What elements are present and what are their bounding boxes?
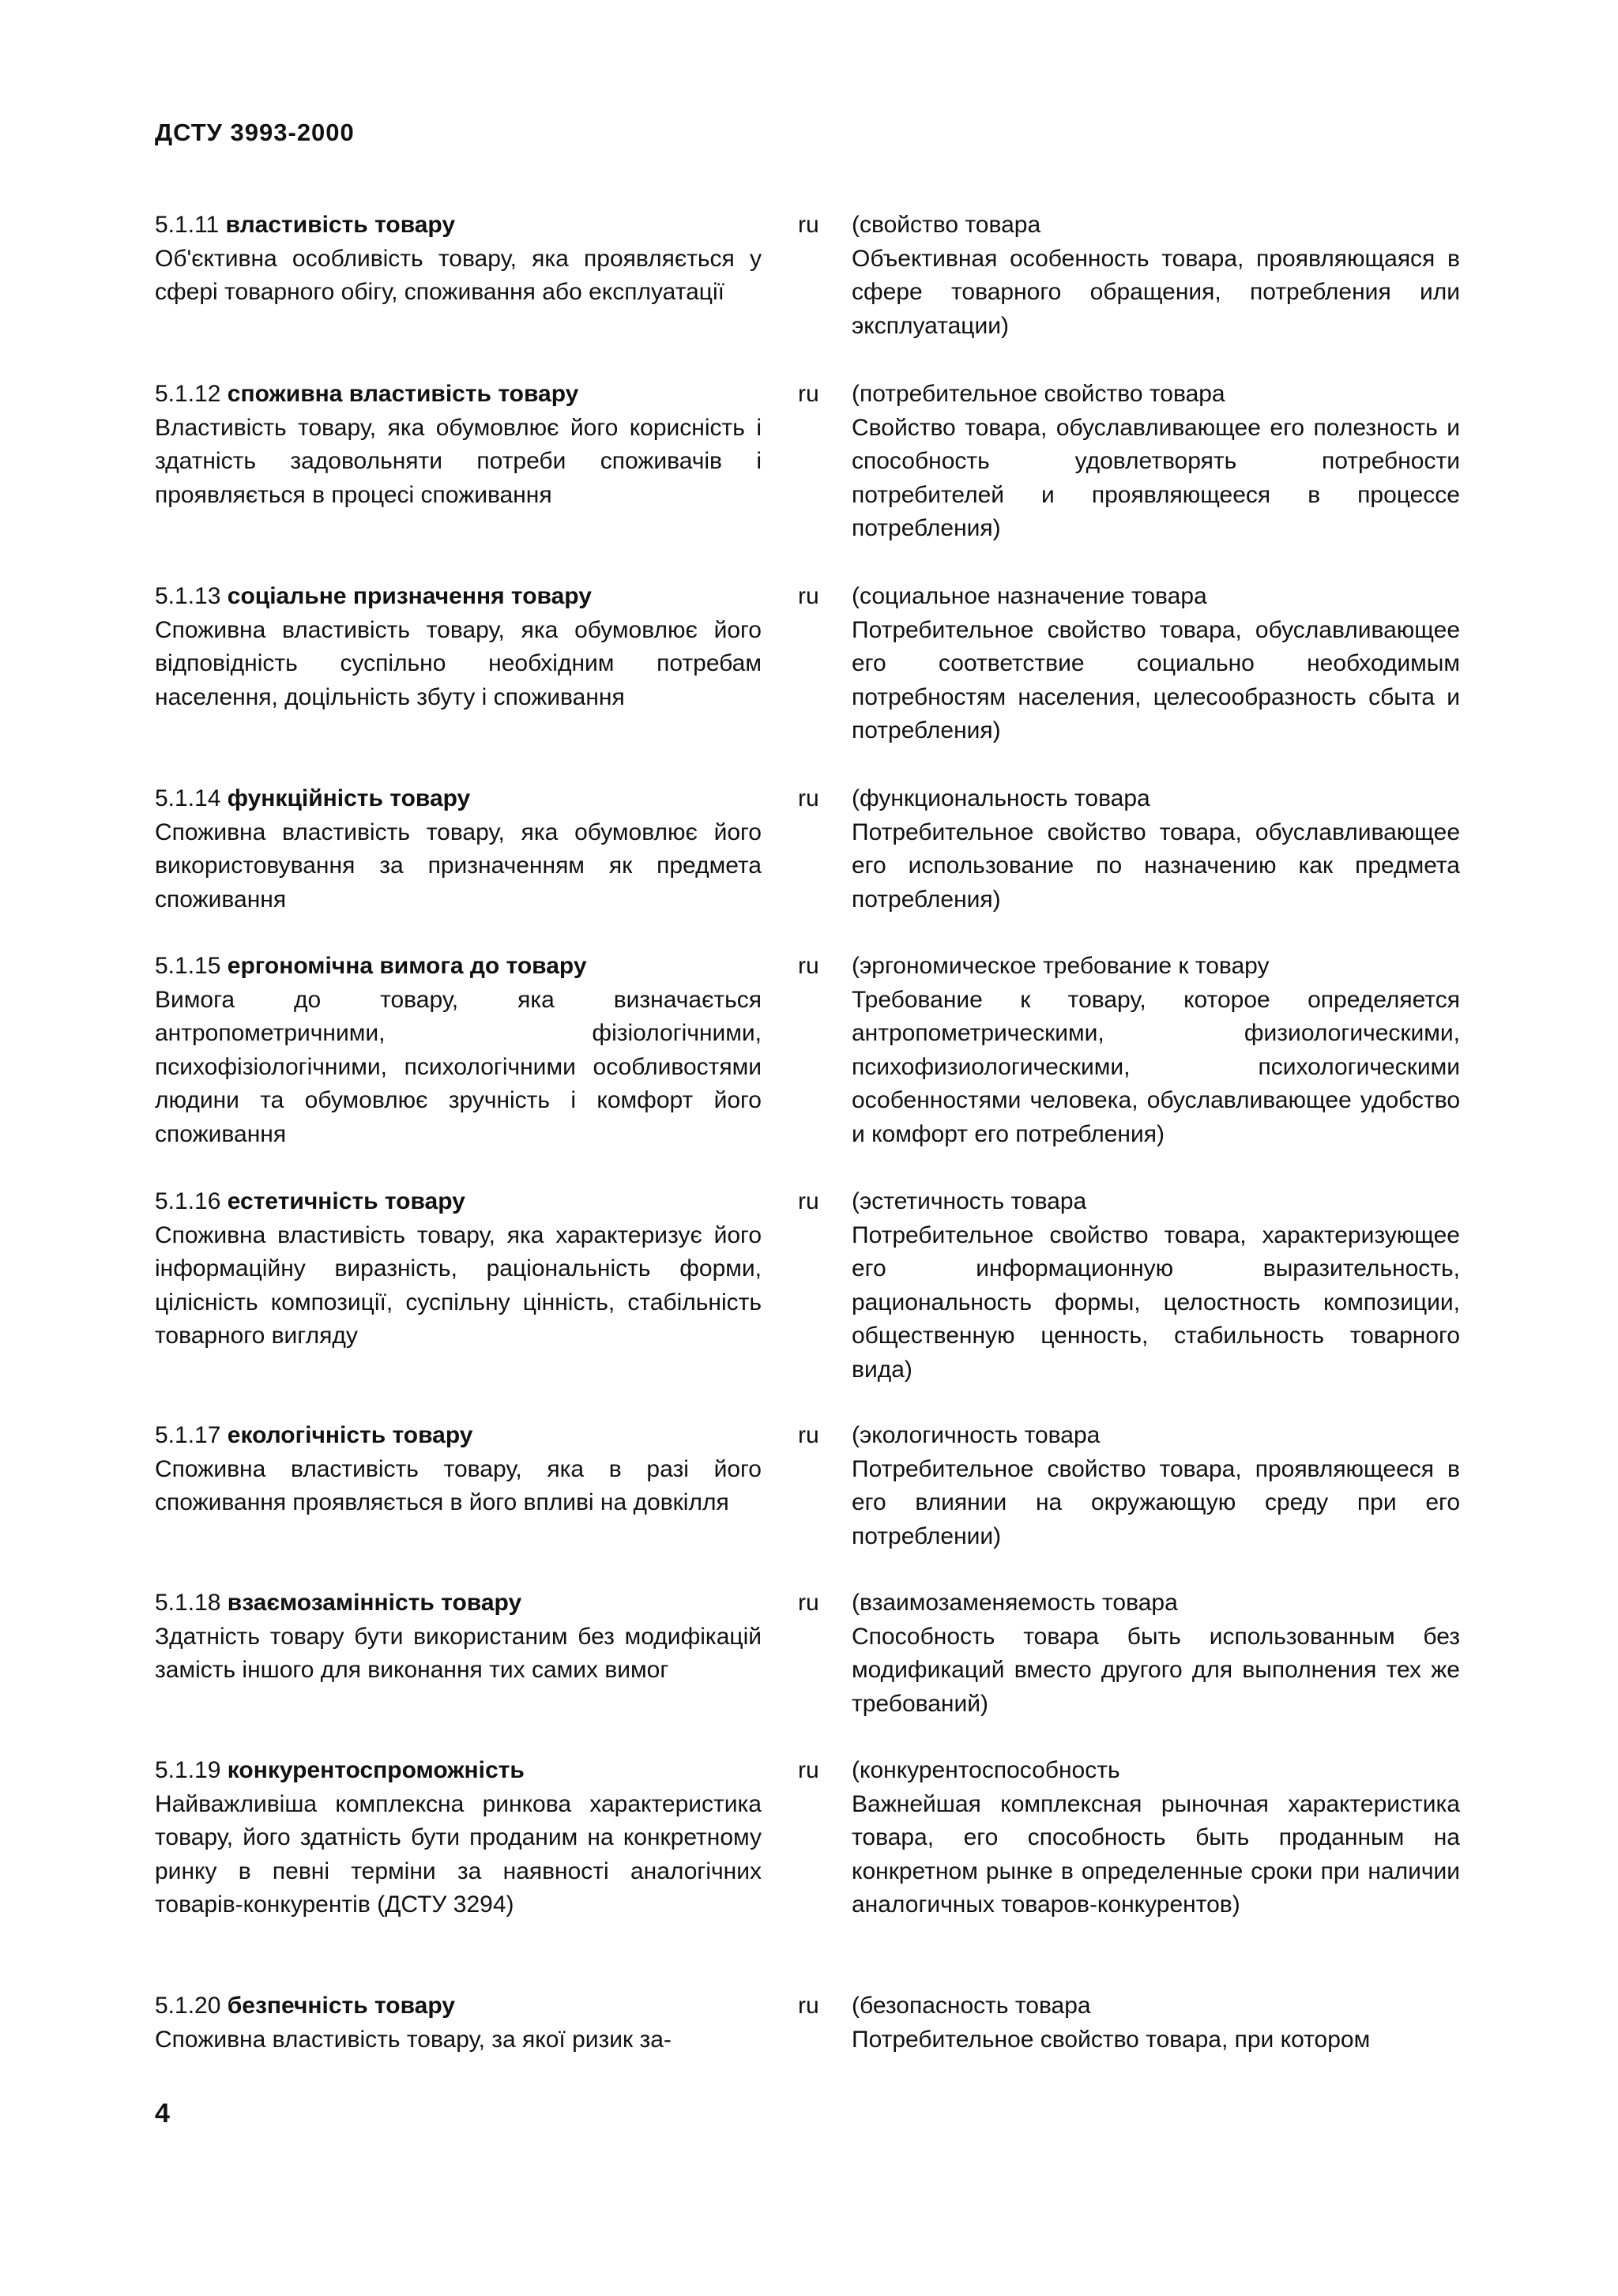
term-number: 5.1.19 [155, 1757, 221, 1783]
term-entry [155, 209, 1460, 378]
language-code: ru [798, 785, 819, 811]
uk-term-heading [155, 209, 762, 243]
term-number: 5.1.16 [155, 1188, 221, 1214]
uk-definition: Споживна властивість товару, яка в разі його споживання проявляється в його впливі на довкілля [155, 1455, 762, 1515]
language-code: ru [798, 953, 819, 979]
ukrainian-column [155, 378, 762, 512]
russian-column [852, 1989, 1460, 2057]
uk-definition: Властивість товару, яка обумовлює його корисність і здатність задовольняти потреби споживачів і проявляється в процесі споживання [155, 414, 762, 508]
russian-column [852, 782, 1460, 917]
term-entry [155, 782, 1460, 950]
language-code: ru [798, 1590, 819, 1616]
uk-term-heading [155, 580, 762, 614]
ru-term: (потребительное свойство товара [852, 381, 1225, 407]
uk-term: взаємозамінність товару [227, 1590, 522, 1616]
uk-term: функційність товару [227, 785, 471, 811]
language-code: ru [798, 1993, 819, 2019]
uk-definition: Споживна властивість товару, яка обумовлює його відповідність суспільно необхідним потребам населення, доцільність збуту і споживання [155, 616, 762, 710]
ru-term: (эргономическое требование к товару [852, 953, 1270, 979]
term-number: 5.1.14 [155, 785, 221, 811]
ru-definition: Потребительное свойство товара, характеризующее его информационную выразительность, рациональность формы, целостность композиции, общественную ценность, стабильность товарного вида) [852, 1221, 1460, 1383]
uk-term-heading [155, 782, 762, 816]
russian-column [852, 1754, 1460, 1922]
uk-definition: Об'єктивна особливість товару, яка проявляється у сфері товарного обігу, споживання або експлуатації [155, 245, 762, 305]
uk-term-heading [155, 1586, 762, 1620]
ukrainian-column [155, 1586, 762, 1688]
uk-definition: Споживна властивість товару, яка обумовлює його використовування за призначенням як предмета споживання [155, 819, 762, 913]
uk-term: безпечність товару [227, 1993, 455, 2019]
ru-term: (функциональность товара [852, 785, 1150, 811]
uk-term-heading [155, 1754, 762, 1788]
uk-term: конкурентоспроможність [227, 1757, 525, 1783]
russian-column [852, 580, 1460, 748]
term-number: 5.1.13 [155, 583, 221, 609]
language-code: ru [798, 1188, 819, 1214]
term-entries [155, 209, 1460, 2061]
language-code: ru [798, 1757, 819, 1783]
term-number: 5.1.12 [155, 381, 221, 407]
term-entry [155, 1754, 1460, 1989]
ru-definition: Потребительное свойство товара, при котором [852, 2026, 1371, 2053]
ru-definition: Требование к товару, которое определяется антропометрическими, физиологическими, психофизиологическими, психологическими особенностями человека, обуславливающее удобство и комфорт его потребления) [852, 986, 1460, 1147]
uk-term: естетичність товару [227, 1188, 465, 1214]
term-number: 5.1.18 [155, 1590, 221, 1616]
ru-definition: Потребительное свойство товара, обуславливающее его использование по назначению как предмета потребления) [852, 819, 1460, 913]
uk-definition: Найважливіша комплексна ринкова характеристика товару, його здатність бути проданим на конкретному ринку в певні терміни за наявності аналогічних товарів-конкурентів (ДСТУ 3294) [155, 1790, 762, 1918]
ukrainian-column [155, 1989, 762, 2057]
ru-term: (безопасность товара [852, 1993, 1091, 2019]
uk-term: ергономічна вимога до товару [227, 953, 587, 979]
ru-definition: Свойство товара, обуславливающее его полезность и способность удовлетворять потребности потребителей и проявляющееся в процессе потребления) [852, 414, 1460, 541]
term-entry [155, 378, 1460, 580]
uk-term: соціальне призначення товару [227, 583, 592, 609]
uk-term-heading [155, 378, 762, 412]
language-code: ru [798, 1422, 819, 1448]
uk-term: споживна властивість товару [227, 381, 579, 407]
term-number: 5.1.11 [155, 212, 220, 238]
term-entry [155, 1419, 1460, 1586]
uk-term: екологічність товару [227, 1422, 473, 1448]
term-entry [155, 1586, 1460, 1754]
ukrainian-column [155, 580, 762, 714]
russian-column [852, 1185, 1460, 1387]
uk-term-heading [155, 1185, 762, 1219]
page-number: 4 [155, 2098, 170, 2129]
ru-definition: Объективная особенность товара, проявляющаяся в сфере товарного обращения, потребления или эксплуатации) [852, 245, 1460, 339]
uk-term-heading [155, 1989, 762, 2023]
ru-definition: Потребительное свойство товара, проявляющееся в его влиянии на окружающую среду при его потреблении) [852, 1455, 1460, 1549]
term-entry [155, 950, 1460, 1185]
ru-term: (социальное назначение товара [852, 583, 1207, 609]
ukrainian-column [155, 209, 762, 310]
language-code: ru [798, 381, 819, 407]
ru-term: (конкурентоспособность [852, 1757, 1120, 1783]
uk-definition: Здатність товару бути використаним без модифікацій замість іншого для виконання тих самих вимог [155, 1623, 762, 1683]
russian-column [852, 209, 1460, 343]
ru-term: (экологичность товара [852, 1422, 1101, 1448]
uk-term: властивість товару [225, 212, 456, 238]
ukrainian-column [155, 1754, 762, 1922]
ru-term: (свойство товара [852, 212, 1041, 238]
russian-column [852, 950, 1460, 1151]
uk-term-heading [155, 950, 762, 984]
ru-term: (эстетичность товара [852, 1188, 1087, 1214]
ukrainian-column [155, 950, 762, 1151]
term-number: 5.1.17 [155, 1422, 221, 1448]
uk-definition: Вимога до товару, яка визначається антропометричними, фізіологічними, психофізіологічними, психологічними особливостями людини та обумовлює зручність і комфорт його споживання [155, 986, 762, 1147]
term-entry [155, 580, 1460, 782]
term-number: 5.1.20 [155, 1993, 221, 2019]
language-code: ru [798, 583, 819, 609]
standard-code-header: ДСТУ 3993-2000 [155, 119, 355, 146]
russian-column [852, 1586, 1460, 1721]
russian-column [852, 378, 1460, 546]
russian-column [852, 1419, 1460, 1553]
ru-definition: Потребительное свойство товара, обуславливающее его соответствие социально необходимым потребностям населения, целесообразность сбыта и потребления) [852, 616, 1460, 743]
term-entry [155, 1989, 1460, 2061]
language-code: ru [798, 212, 819, 238]
uk-term-heading [155, 1419, 762, 1453]
ukrainian-column [155, 1185, 762, 1353]
ru-term: (взаимозаменяемость товара [852, 1590, 1178, 1616]
term-entry [155, 1185, 1460, 1419]
term-number: 5.1.15 [155, 953, 221, 979]
ukrainian-column [155, 1419, 762, 1520]
uk-definition: Споживна властивість товару, за якої ризик за- [155, 2026, 672, 2053]
uk-definition: Споживна властивість товару, яка характеризує його інформаційну виразність, раціональність форми, цілісність композиції, суспільну цінність, стабільність товарного вигляду [155, 1221, 762, 1349]
ru-definition: Важнейшая комплексная рыночная характеристика товара, его способность быть проданным на конкретном рынке в определенные сроки при наличии аналогичных товаров-конкурентов) [852, 1790, 1460, 1918]
ukrainian-column [155, 782, 762, 917]
ru-definition: Способность товара быть использованным без модификаций вместо другого для выполнения тех же требований) [852, 1623, 1460, 1717]
